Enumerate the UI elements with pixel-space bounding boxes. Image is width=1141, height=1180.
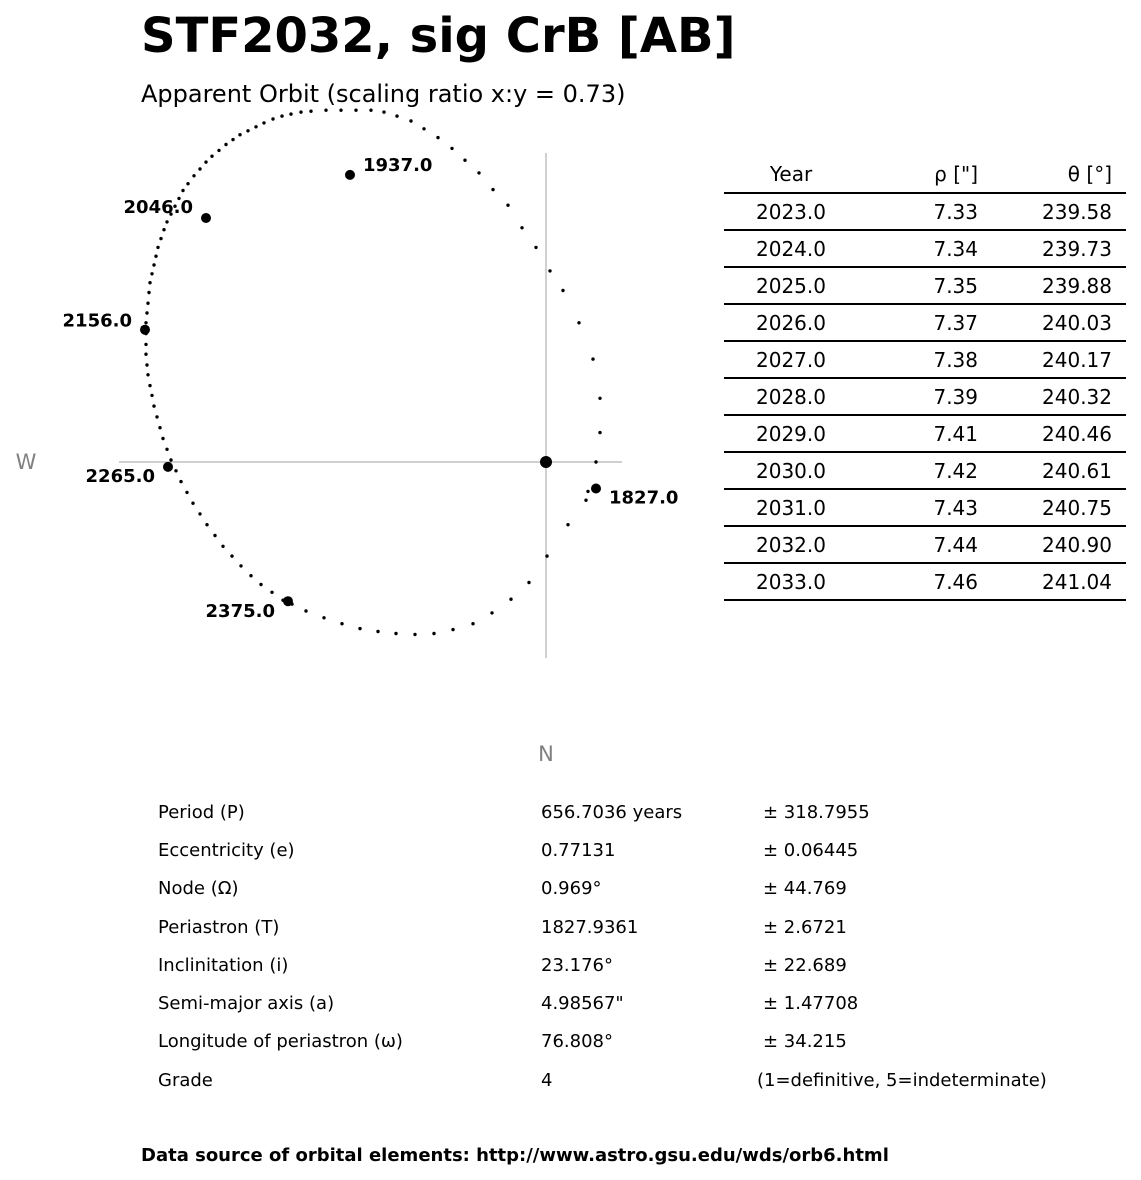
theta-cell: 240.75 — [992, 489, 1126, 526]
element-value: 1827.9361 — [541, 916, 639, 938]
orbit-point — [598, 397, 601, 400]
orbit-point — [463, 159, 466, 162]
orbit-point — [561, 289, 564, 292]
rho-cell: 7.41 — [858, 415, 992, 452]
rho-cell: 7.42 — [858, 452, 992, 489]
orbit-point — [527, 581, 530, 584]
orbit-point — [162, 228, 165, 231]
orbit-point — [210, 155, 213, 158]
theta-cell: 240.32 — [992, 378, 1126, 415]
orbit-point — [147, 291, 150, 294]
orbit-point — [174, 469, 177, 472]
ephemeris-header-row — [724, 156, 1126, 193]
orbit-point — [249, 574, 252, 577]
theta-cell: 239.73 — [992, 230, 1126, 267]
rho-cell: 7.37 — [858, 304, 992, 341]
orbit-point — [169, 458, 172, 461]
element-error: ± 318.7955 — [763, 801, 870, 823]
orbit-point — [152, 404, 155, 407]
orbit-point — [376, 630, 379, 633]
north-label: N — [538, 742, 554, 766]
orbit-point — [299, 110, 302, 113]
theta-cell: 240.46 — [992, 415, 1126, 452]
rho-cell: 7.44 — [858, 526, 992, 563]
epoch-label: 1937.0 — [363, 154, 433, 176]
epoch-marker — [345, 170, 355, 180]
element-row-node — [158, 870, 1053, 908]
year-cell: 2031.0 — [724, 489, 858, 526]
page-title: STF2032, sig CrB [AB] — [141, 8, 736, 64]
element-row-period — [158, 793, 1053, 831]
element-name: Period (P) — [158, 801, 245, 823]
epoch-markers — [63, 155, 679, 622]
element-name: Grade — [158, 1069, 213, 1091]
orbit-point — [144, 343, 147, 346]
orbit-point — [339, 109, 342, 112]
orbit-point — [270, 591, 273, 594]
orbit-point — [548, 269, 551, 272]
primary-star-marker — [540, 456, 552, 468]
year-cell: 2027.0 — [724, 341, 858, 378]
orbit-point — [304, 609, 307, 612]
orbit-point — [231, 138, 234, 141]
orbit-point — [213, 534, 216, 537]
orbit-point — [165, 448, 168, 451]
table-row — [724, 267, 1126, 304]
orbit-point — [156, 246, 159, 249]
orbit-point — [358, 627, 361, 630]
page-subtitle: Apparent Orbit (scaling ratio x:y = 0.73) — [141, 80, 626, 108]
epoch-marker — [591, 484, 601, 494]
rho-cell: 7.33 — [858, 193, 992, 230]
orbit-point — [594, 460, 597, 463]
element-value: 4 — [541, 1069, 553, 1091]
epoch-marker — [201, 213, 211, 223]
year-cell: 2028.0 — [724, 378, 858, 415]
year-cell: 2032.0 — [724, 526, 858, 563]
rho-cell: 7.35 — [858, 267, 992, 304]
orbit-point — [146, 302, 149, 305]
year-cell: 2029.0 — [724, 415, 858, 452]
year-cell: 2024.0 — [724, 230, 858, 267]
orbit-point — [394, 632, 397, 635]
orbital-elements-table — [158, 793, 1053, 1099]
orbit-point — [382, 110, 385, 113]
element-name: Semi-major axis (a) — [158, 993, 335, 1015]
orbit-point — [271, 117, 274, 120]
orbit-point — [146, 373, 149, 376]
theta-cell: 239.88 — [992, 267, 1126, 304]
orbit-point — [422, 127, 425, 130]
theta-cell: 240.61 — [992, 452, 1126, 489]
rho-cell: 7.43 — [858, 489, 992, 526]
epoch-label: 2046.0 — [123, 197, 193, 218]
orbit-track — [144, 109, 601, 637]
column-header-theta: θ [°] — [992, 156, 1126, 193]
column-header-year: Year — [724, 156, 858, 193]
orbit-point — [577, 321, 580, 324]
orbit-point — [432, 632, 435, 635]
table-row — [724, 230, 1126, 267]
orbit-point — [354, 109, 357, 112]
table-row — [724, 563, 1126, 600]
orbit-point — [309, 110, 312, 113]
orbit-point — [509, 598, 512, 601]
epoch-marker — [140, 325, 150, 335]
orbit-point — [436, 136, 439, 139]
element-row-eccentricity — [158, 831, 1053, 869]
orbit-point — [322, 616, 325, 619]
theta-cell: 240.90 — [992, 526, 1126, 563]
orbit-point — [591, 357, 594, 360]
orbit-point — [598, 431, 601, 434]
table-row — [724, 341, 1126, 378]
orbit-point — [179, 480, 182, 483]
element-value: 23.176° — [541, 954, 613, 976]
orbit-point — [280, 114, 283, 117]
element-error: ± 0.06445 — [763, 839, 859, 861]
element-value: 0.77131 — [541, 839, 616, 861]
element-error: ± 44.769 — [763, 878, 847, 900]
element-value: 76.808° — [541, 1031, 613, 1053]
element-value: 0.969° — [541, 878, 602, 900]
orbit-point — [165, 220, 168, 223]
orbit-point — [154, 255, 157, 258]
epoch-label: 2375.0 — [205, 601, 275, 623]
orbit-point — [340, 622, 343, 625]
year-cell: 2033.0 — [724, 563, 858, 600]
theta-cell: 240.17 — [992, 341, 1126, 378]
orbit-point — [545, 554, 548, 557]
element-error: (1=definitive, 5=indeterminate) — [757, 1069, 1047, 1091]
element-error: ± 22.689 — [763, 954, 847, 976]
orbit-point — [155, 415, 158, 418]
orbit-point — [534, 246, 537, 249]
year-cell: 2023.0 — [724, 193, 858, 230]
orbit-point — [221, 545, 224, 548]
year-cell: 2026.0 — [724, 304, 858, 341]
element-value: 656.7036 years — [541, 801, 683, 823]
orbit-point — [471, 622, 474, 625]
element-value: 4.98567" — [541, 993, 624, 1015]
orbit-point — [254, 125, 257, 128]
table-row — [724, 489, 1126, 526]
element-error: ± 1.47708 — [763, 993, 859, 1015]
orbit-point — [148, 281, 151, 284]
orbit-point — [238, 133, 241, 136]
year-cell: 2030.0 — [724, 452, 858, 489]
orbit-point — [158, 426, 161, 429]
epoch-marker — [283, 596, 293, 606]
orbit-point — [145, 363, 148, 366]
orbit-point — [144, 353, 147, 356]
orbit-point — [324, 109, 327, 112]
orbit-point — [152, 263, 155, 266]
west-label: W — [15, 450, 37, 474]
epoch-label: 2156.0 — [62, 310, 132, 332]
orbit-point — [413, 633, 416, 636]
orbit-point — [181, 189, 184, 192]
table-row — [724, 526, 1126, 563]
orbit-point — [198, 512, 201, 515]
orbit-point — [185, 491, 188, 494]
element-row-periastron — [158, 908, 1053, 946]
rho-cell: 7.39 — [858, 378, 992, 415]
orbit-point — [259, 583, 262, 586]
rho-cell: 7.38 — [858, 341, 992, 378]
orbit-point — [150, 272, 153, 275]
orbit-point — [491, 188, 494, 191]
element-name: Periastron (T) — [158, 916, 280, 938]
orbit-point — [217, 149, 220, 152]
theta-cell: 241.04 — [992, 563, 1126, 600]
orbit-point — [490, 611, 493, 614]
orbit-point — [520, 226, 523, 229]
orbit-point — [584, 499, 587, 502]
column-header-rho: ρ ["] — [858, 156, 992, 193]
table-row — [724, 415, 1126, 452]
ephemeris-table — [724, 156, 1126, 601]
orbit-point — [451, 628, 454, 631]
element-error: ± 34.215 — [763, 1031, 847, 1053]
table-row — [724, 193, 1126, 230]
orbit-point — [566, 523, 569, 526]
epoch-marker — [163, 462, 173, 472]
element-row-grade — [158, 1061, 1053, 1099]
orbit-point — [186, 182, 189, 185]
orbit-point — [239, 564, 242, 567]
orbit-point — [246, 129, 249, 132]
element-name: Node (Ω) — [158, 878, 239, 900]
element-row-inclination — [158, 946, 1053, 984]
element-name: Inclinitation (i) — [158, 954, 289, 976]
orbit-point — [230, 554, 233, 557]
element-row-longitude-periastron — [158, 1023, 1053, 1061]
orbit-point — [159, 237, 162, 240]
epoch-label: 1827.0 — [609, 487, 679, 509]
element-error: ± 2.6721 — [763, 916, 847, 938]
element-name: Eccentricity (e) — [158, 839, 295, 861]
rho-cell: 7.34 — [858, 230, 992, 267]
orbit-point — [395, 114, 398, 117]
orbit-point — [205, 523, 208, 526]
orbit-chart — [0, 0, 700, 780]
orbit-point — [477, 171, 480, 174]
element-row-semi-major-axis — [158, 984, 1053, 1022]
table-row — [724, 378, 1126, 415]
orbit-point — [145, 311, 148, 314]
orbit-point — [409, 119, 412, 122]
orbit-point — [450, 147, 453, 150]
orbit-point — [148, 384, 151, 387]
orbit-point — [369, 109, 372, 112]
element-name: Longitude of periastron (ω) — [158, 1031, 403, 1053]
orbit-point — [198, 167, 201, 170]
orbit-point — [586, 490, 589, 493]
orbit-point — [150, 394, 153, 397]
orbit-point — [191, 502, 194, 505]
year-cell: 2025.0 — [724, 267, 858, 304]
epoch-label: 2265.0 — [85, 465, 155, 487]
orbit-point — [161, 437, 164, 440]
theta-cell: 240.03 — [992, 304, 1126, 341]
orbit-point — [144, 321, 147, 324]
rho-cell: 7.46 — [858, 563, 992, 600]
orbit-point — [506, 204, 509, 207]
orbit-point — [204, 160, 207, 163]
theta-cell: 239.58 — [992, 193, 1126, 230]
orbit-point — [224, 143, 227, 146]
orbit-point — [262, 121, 265, 124]
orbit-point — [289, 112, 292, 115]
orbit-point — [192, 174, 195, 177]
table-row — [724, 304, 1126, 341]
data-source-footer: Data source of orbital elements: http://www.astro.gsu.edu/wds/orb6.html — [141, 1145, 889, 1166]
table-row — [724, 452, 1126, 489]
